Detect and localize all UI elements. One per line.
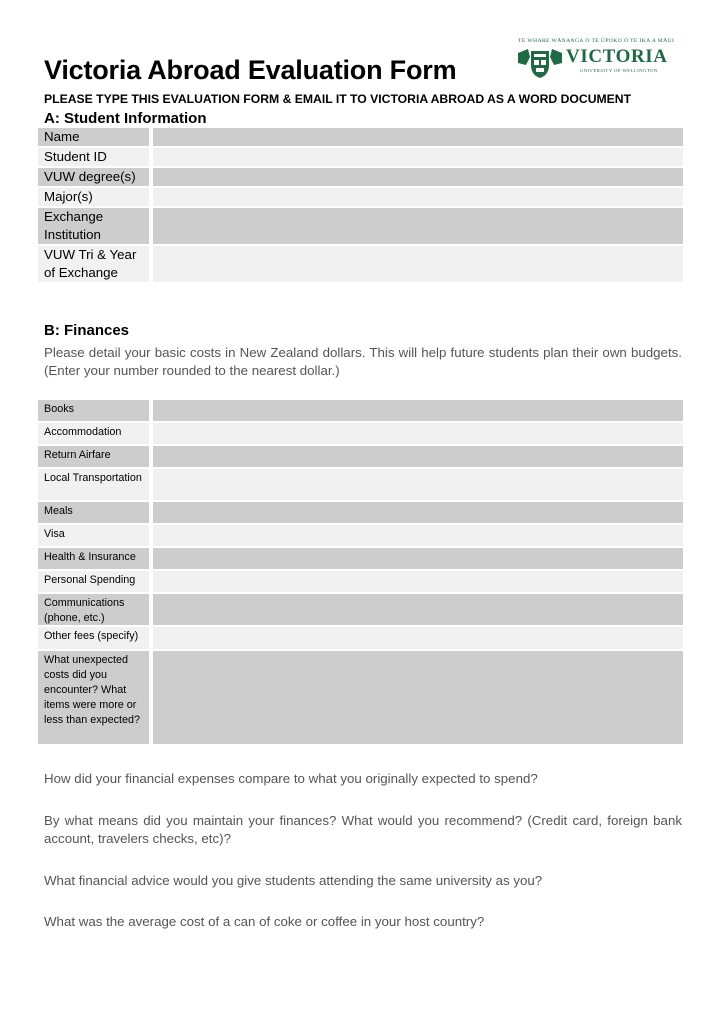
unexpected-costs-field[interactable] bbox=[153, 651, 683, 744]
table-row bbox=[38, 246, 683, 282]
row-label: What unexpected costs did you encounter? What items were more or less than expected? bbox=[38, 651, 149, 744]
table-row bbox=[38, 525, 683, 546]
row-label: Other fees (specify) bbox=[38, 627, 149, 649]
name-field[interactable] bbox=[153, 128, 683, 146]
row-label: Exchange Institution bbox=[38, 208, 149, 244]
row-label: Books bbox=[38, 400, 149, 421]
row-label: Communications (phone, etc.) bbox=[38, 594, 149, 625]
table-row bbox=[38, 446, 683, 467]
row-label: VUW degree(s) bbox=[38, 168, 149, 186]
insurance-cost-field[interactable] bbox=[153, 548, 683, 569]
question-expenses: How did your financial expenses compare to what you originally expected to spend? bbox=[44, 771, 538, 786]
airfare-cost-field[interactable] bbox=[153, 446, 683, 467]
question-coffee-cost: What was the average cost of a can of coke or coffee in your host country? bbox=[44, 914, 485, 929]
row-label: Accommodation bbox=[38, 423, 149, 444]
personal-spending-field[interactable] bbox=[153, 571, 683, 592]
question-finances: By what means did you maintain your finances? What would you recommend? (Credit card, foreign bank account, travelers checks, etc)? bbox=[44, 813, 682, 846]
row-label: Student ID bbox=[38, 148, 149, 166]
table-row bbox=[38, 548, 683, 569]
accommodation-cost-field[interactable] bbox=[153, 423, 683, 444]
row-label: Local Transportation bbox=[38, 469, 149, 500]
row-label: Health & Insurance bbox=[38, 548, 149, 569]
finances-intro: Please detail your basic costs in New Zealand dollars. This will help future students plan their own budgets. (Enter your number rounded to the nearest dollar.) bbox=[44, 345, 682, 378]
table-row bbox=[38, 627, 683, 649]
finances-table bbox=[38, 400, 683, 746]
degree-field[interactable] bbox=[153, 168, 683, 186]
table-row bbox=[38, 571, 683, 592]
university-logo bbox=[514, 38, 680, 80]
table-row bbox=[38, 502, 683, 523]
logo-subline: UNIVERSITY OF WELLINGTON bbox=[580, 68, 658, 73]
row-label: Personal Spending bbox=[38, 571, 149, 592]
crest-icon bbox=[516, 47, 564, 79]
major-field[interactable] bbox=[153, 188, 683, 206]
exchange-institution-field[interactable] bbox=[153, 208, 683, 244]
table-row bbox=[38, 423, 683, 444]
table-row bbox=[38, 148, 683, 166]
row-label: Name bbox=[38, 128, 149, 146]
other-fees-field[interactable] bbox=[153, 627, 683, 649]
student-info-table bbox=[38, 128, 683, 284]
question-advice: What financial advice would you give students attending the same university as you? bbox=[44, 873, 543, 888]
row-label: Major(s) bbox=[38, 188, 149, 206]
table-row bbox=[38, 188, 683, 206]
row-label: Return Airfare bbox=[38, 446, 149, 467]
instruction-text: PLEASE TYPE THIS EVALUATION FORM & EMAIL IT TO VICTORIA ABROAD AS A WORD DOCUMENT bbox=[44, 92, 632, 106]
visa-cost-field[interactable] bbox=[153, 525, 683, 546]
student-id-field[interactable] bbox=[153, 148, 683, 166]
table-row bbox=[38, 208, 683, 244]
meals-cost-field[interactable] bbox=[153, 502, 683, 523]
table-row bbox=[38, 128, 683, 146]
table-row bbox=[38, 400, 683, 421]
logo-wordmark: VICTORIA bbox=[566, 46, 668, 67]
section-b-heading: B: Finances bbox=[44, 322, 130, 339]
table-row bbox=[38, 469, 683, 500]
books-cost-field[interactable] bbox=[153, 400, 683, 421]
row-label: Meals bbox=[38, 502, 149, 523]
row-label: VUW Tri & Year of Exchange bbox=[38, 246, 149, 282]
table-row bbox=[38, 168, 683, 186]
communications-cost-field[interactable] bbox=[153, 594, 683, 625]
table-row bbox=[38, 594, 683, 625]
section-a-heading: A: Student Information bbox=[44, 110, 207, 127]
transport-cost-field[interactable] bbox=[153, 469, 683, 500]
table-row bbox=[38, 651, 683, 744]
page-title: Victoria Abroad Evaluation Form bbox=[44, 55, 457, 85]
logo-tagline: TE WHARE WĀNANGA O TE ŪPOKO O TE IKA A MĀUI bbox=[518, 38, 675, 44]
row-label: Visa bbox=[38, 525, 149, 546]
exchange-year-field[interactable] bbox=[153, 246, 683, 282]
